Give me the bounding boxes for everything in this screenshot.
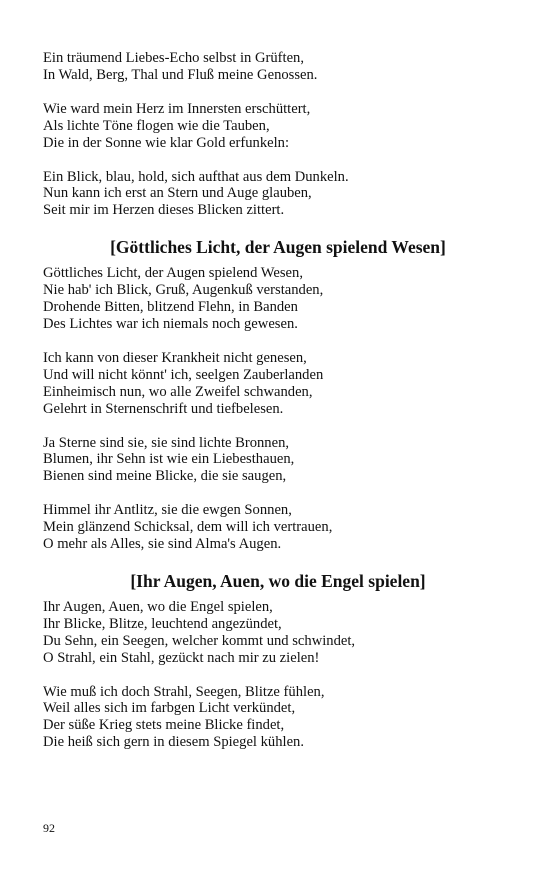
poem-section [43, 236, 513, 553]
verse-line: Die in der Sonne wie klar Gold erfunkeln: [43, 134, 289, 151]
verse-line: Und will nicht könnt' ich, seelgen Zauberlanden [43, 366, 324, 383]
verse-line: Der süße Krieg stets meine Blicke findet, [43, 717, 285, 734]
verse-line: Des Lichtes war ich niemals noch gewesen. [43, 315, 298, 332]
poem-section [43, 570, 513, 751]
verse-line: Gelehrt in Sternenschrift und tiefbelesen. [43, 400, 284, 417]
stanza [43, 684, 513, 752]
verse-line: Du Sehn, ein Seegen, welcher kommt und schwindet, [43, 632, 356, 649]
verse-line: In Wald, Berg, Thal und Fluß meine Genossen. [43, 66, 318, 83]
stanza [43, 350, 513, 418]
verse-line: Drohende Bitten, blitzend Flehn, in Banden [43, 299, 298, 316]
verse-line: Einheimisch nun, wo alle Zweifel schwanden, [43, 383, 313, 400]
verse-line: Ein träumend Liebes-Echo selbst in Grüften, [43, 50, 304, 66]
verse-line: Ihr Augen, Auen, wo die Engel spielen, [43, 598, 273, 615]
verse-line: O mehr als Alles, sie sind Alma's Augen. [43, 536, 282, 553]
verse-line: Als lichte Töne flogen wie die Tauben, [43, 117, 270, 134]
stanza [43, 599, 513, 667]
verse-line: Himmel ihr Antlitz, sie die ewgen Sonnen, [43, 502, 292, 519]
verse-line: O Strahl, ein Stahl, gezückt nach mir zu zielen! [43, 649, 320, 666]
stanza [43, 50, 513, 84]
stanza [43, 101, 513, 152]
stanza [43, 169, 513, 220]
verse-line: Blumen, ihr Sehn ist wie ein Liebesthauen, [43, 451, 295, 468]
verse-line: Wie ward mein Herz im Innersten erschüttert, [43, 100, 311, 117]
verse-line: Ein Blick, blau, hold, sich aufthat aus dem Dunkeln. [43, 168, 349, 185]
verse-line: Weil alles sich im farbgen Licht verkündet, [43, 700, 296, 717]
verse-line: Bienen sind meine Blicke, die sie saugen, [43, 468, 287, 485]
verse-line: Mein glänzend Schicksal, dem will ich vertrauen, [43, 519, 333, 536]
verse-line: Nie hab' ich Blick, Gruß, Augenkuß verstanden, [43, 282, 324, 299]
verse-line: Seit mir im Herzen dieses Blicken zittert. [43, 202, 285, 219]
stanza [43, 435, 513, 486]
stanza [43, 502, 513, 553]
verse-line: Göttliches Licht, der Augen spielend Wesen, [43, 265, 303, 282]
verse-line: Ich kann von dieser Krankheit nicht genesen, [43, 349, 307, 366]
stanza [43, 265, 513, 333]
page-number: 92 [43, 821, 55, 835]
page-content [43, 50, 513, 768]
verse-line: Die heiß sich gern in diesem Spiegel kühlen. [43, 734, 305, 751]
poem-title: [Ihr Augen, Auen, wo die Engel spielen] [130, 570, 426, 591]
verse-line: Ihr Blicke, Blitze, leuchtend angezündet, [43, 615, 282, 632]
poem-title: [Göttliches Licht, der Augen spielend Wesen] [110, 237, 446, 258]
verse-line: Nun kann ich erst an Stern und Auge glauben, [43, 185, 312, 202]
verse-line: Ja Sterne sind sie, sie sind lichte Bronnen, [43, 434, 290, 451]
verse-line: Wie muß ich doch Strahl, Seegen, Blitze fühlen, [43, 683, 325, 700]
poem-section [43, 50, 513, 219]
